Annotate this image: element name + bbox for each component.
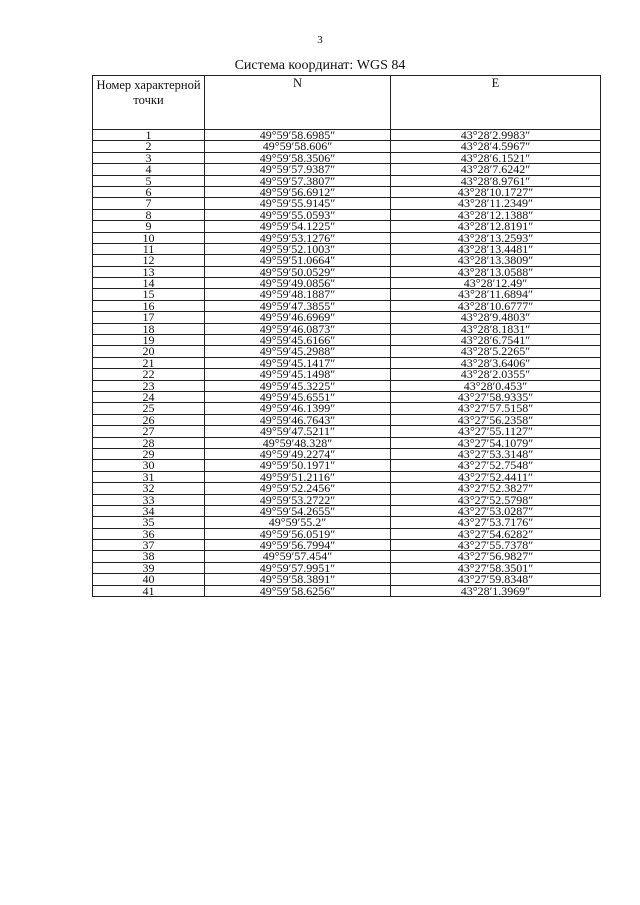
cell-e: 43°28′6.1521″ — [391, 152, 601, 163]
cell-point-number: 16 — [93, 300, 205, 311]
cell-n: 49°59′53.2722″ — [205, 494, 391, 505]
cell-e: 43°28′10.1727″ — [391, 186, 601, 197]
cell-n: 49°59′58.3506″ — [205, 152, 391, 163]
cell-e: 43°28′9.4803″ — [391, 312, 601, 323]
coordinate-system-title: Система координат: WGS 84 — [234, 58, 406, 73]
table-row — [93, 357, 601, 368]
table-row — [93, 323, 601, 334]
table-row — [93, 505, 601, 516]
cell-n: 49°59′57.3807″ — [205, 175, 391, 186]
page-number: 3 — [317, 34, 323, 46]
cell-point-number: 1 — [93, 130, 205, 141]
cell-n: 49°59′55.2″ — [205, 517, 391, 528]
cell-e: 43°27′58.9335″ — [391, 391, 601, 402]
cell-n: 49°59′45.2988″ — [205, 346, 391, 357]
cell-point-number: 35 — [93, 517, 205, 528]
cell-e: 43°28′13.2593″ — [391, 232, 601, 243]
cell-e: 43°27′56.9827″ — [391, 551, 601, 562]
cell-point-number: 20 — [93, 346, 205, 357]
cell-n: 49°59′46.1399″ — [205, 403, 391, 414]
table-row — [93, 448, 601, 459]
table-row — [93, 141, 601, 152]
cell-e: 43°28′10.6777″ — [391, 300, 601, 311]
cell-e: 43°28′6.7541″ — [391, 335, 601, 346]
cell-e: 43°27′52.4411″ — [391, 471, 601, 482]
cell-n: 49°59′48.328″ — [205, 437, 391, 448]
cell-point-number: 33 — [93, 494, 205, 505]
cell-n: 49°59′55.9145″ — [205, 198, 391, 209]
cell-point-number: 12 — [93, 255, 205, 266]
cell-point-number: 7 — [93, 198, 205, 209]
cell-e: 43°27′53.7176″ — [391, 517, 601, 528]
cell-point-number: 2 — [93, 141, 205, 152]
table-row — [93, 130, 601, 141]
table-row — [93, 517, 601, 528]
cell-point-number: 10 — [93, 232, 205, 243]
cell-e: 43°28′0.453″ — [391, 380, 601, 391]
cell-n: 49°59′55.0593″ — [205, 209, 391, 220]
coordinates-table — [92, 75, 601, 597]
table-row — [93, 426, 601, 437]
table-row — [93, 540, 601, 551]
cell-point-number: 19 — [93, 335, 205, 346]
cell-point-number: 25 — [93, 403, 205, 414]
cell-n: 49°59′45.3225″ — [205, 380, 391, 391]
cell-n: 49°59′52.2456″ — [205, 483, 391, 494]
table-row — [93, 585, 601, 596]
table-row — [93, 574, 601, 585]
cell-e: 43°28′13.3809″ — [391, 255, 601, 266]
cell-e: 43°28′7.6242″ — [391, 164, 601, 175]
cell-e: 43°27′55.7378″ — [391, 540, 601, 551]
cell-n: 49°59′57.454″ — [205, 551, 391, 562]
table-row — [93, 152, 601, 163]
cell-e: 43°28′12.8191″ — [391, 221, 601, 232]
cell-point-number: 18 — [93, 323, 205, 334]
cell-e: 43°27′54.6282″ — [391, 528, 601, 539]
cell-n: 49°59′50.0529″ — [205, 266, 391, 277]
cell-point-number: 4 — [93, 164, 205, 175]
cell-n: 49°59′51.2116″ — [205, 471, 391, 482]
table-row — [93, 278, 601, 289]
cell-point-number: 38 — [93, 551, 205, 562]
cell-n: 49°59′58.6256″ — [205, 585, 391, 596]
cell-e: 43°28′13.0588″ — [391, 266, 601, 277]
table-row — [93, 369, 601, 380]
table-row — [93, 494, 601, 505]
table-header-row — [93, 76, 601, 130]
cell-n: 49°59′56.6912″ — [205, 186, 391, 197]
cell-point-number: 11 — [93, 243, 205, 254]
cell-point-number: 3 — [93, 152, 205, 163]
cell-point-number: 15 — [93, 289, 205, 300]
cell-n: 49°59′49.2274″ — [205, 448, 391, 459]
cell-point-number: 13 — [93, 266, 205, 277]
table-row — [93, 335, 601, 346]
cell-n: 49°59′47.3855″ — [205, 300, 391, 311]
cell-e: 43°28′11.2349″ — [391, 198, 601, 209]
cell-point-number: 34 — [93, 505, 205, 516]
cell-n: 49°59′56.0519″ — [205, 528, 391, 539]
cell-n: 49°59′54.1225″ — [205, 221, 391, 232]
cell-n: 49°59′56.7994″ — [205, 540, 391, 551]
cell-point-number: 30 — [93, 460, 205, 471]
table-row — [93, 300, 601, 311]
cell-e: 43°27′59.8348″ — [391, 574, 601, 585]
cell-point-number: 21 — [93, 357, 205, 368]
table-row — [93, 198, 601, 209]
table-row — [93, 232, 601, 243]
cell-n: 49°59′58.606″ — [205, 141, 391, 152]
cell-n: 49°59′46.7643″ — [205, 414, 391, 425]
table-row — [93, 403, 601, 414]
cell-e: 43°28′5.2265″ — [391, 346, 601, 357]
table-row — [93, 209, 601, 220]
cell-e: 43°27′52.3827″ — [391, 483, 601, 494]
cell-n: 49°59′45.6166″ — [205, 335, 391, 346]
cell-e: 43°27′58.3501″ — [391, 562, 601, 573]
cell-point-number: 22 — [93, 369, 205, 380]
table-row — [93, 562, 601, 573]
cell-point-number: 5 — [93, 175, 205, 186]
cell-e: 43°27′56.2358″ — [391, 414, 601, 425]
cell-n: 49°59′58.6985″ — [205, 130, 391, 141]
table-row — [93, 483, 601, 494]
cell-n: 49°59′54.2655″ — [205, 505, 391, 516]
cell-e: 43°28′2.0355″ — [391, 369, 601, 380]
table-row — [93, 175, 601, 186]
cell-n: 49°59′49.0856″ — [205, 278, 391, 289]
cell-e: 43°28′12.1388″ — [391, 209, 601, 220]
table-row — [93, 243, 601, 254]
cell-point-number: 26 — [93, 414, 205, 425]
cell-point-number: 29 — [93, 448, 205, 459]
cell-n: 49°59′58.3891″ — [205, 574, 391, 585]
cell-point-number: 17 — [93, 312, 205, 323]
cell-e: 43°28′8.1831″ — [391, 323, 601, 334]
cell-n: 49°59′45.1498″ — [205, 369, 391, 380]
table-row — [93, 460, 601, 471]
cell-e: 43°27′53.0287″ — [391, 505, 601, 516]
cell-n: 49°59′57.9387″ — [205, 164, 391, 175]
cell-e: 43°27′52.5798″ — [391, 494, 601, 505]
cell-e: 43°28′2.9983″ — [391, 130, 601, 141]
cell-n: 49°59′45.1417″ — [205, 357, 391, 368]
cell-n: 49°59′47.5211″ — [205, 426, 391, 437]
cell-point-number: 23 — [93, 380, 205, 391]
table-row — [93, 437, 601, 448]
cell-e: 43°27′57.5158″ — [391, 403, 601, 414]
table-row — [93, 221, 601, 232]
cell-point-number: 36 — [93, 528, 205, 539]
cell-e: 43°28′12.49″ — [391, 278, 601, 289]
cell-point-number: 37 — [93, 540, 205, 551]
cell-point-number: 14 — [93, 278, 205, 289]
table-row — [93, 551, 601, 562]
cell-point-number: 39 — [93, 562, 205, 573]
cell-e: 43°28′11.6894″ — [391, 289, 601, 300]
cell-n: 49°59′50.1971″ — [205, 460, 391, 471]
table-row — [93, 414, 601, 425]
cell-point-number: 6 — [93, 186, 205, 197]
cell-e: 43°27′54.1079″ — [391, 437, 601, 448]
header-n: N — [205, 76, 391, 130]
header-point-number: Номер характерной точки — [93, 76, 205, 130]
cell-point-number: 32 — [93, 483, 205, 494]
cell-n: 49°59′52.1003″ — [205, 243, 391, 254]
cell-e: 43°27′55.1127″ — [391, 426, 601, 437]
cell-e: 43°28′8.9761″ — [391, 175, 601, 186]
table-row — [93, 289, 601, 300]
table-row — [93, 528, 601, 539]
cell-n: 49°59′57.9951″ — [205, 562, 391, 573]
cell-n: 49°59′51.0664″ — [205, 255, 391, 266]
cell-point-number: 40 — [93, 574, 205, 585]
table-row — [93, 164, 601, 175]
header-e: E — [391, 76, 601, 130]
table-row — [93, 346, 601, 357]
table-body — [93, 130, 601, 597]
cell-e: 43°27′53.3148″ — [391, 448, 601, 459]
cell-n: 49°59′46.0873″ — [205, 323, 391, 334]
cell-n: 49°59′48.1887″ — [205, 289, 391, 300]
cell-e: 43°28′3.6406″ — [391, 357, 601, 368]
cell-n: 49°59′46.6969″ — [205, 312, 391, 323]
cell-point-number: 24 — [93, 391, 205, 402]
cell-n: 49°59′53.1276″ — [205, 232, 391, 243]
cell-e: 43°28′4.5967″ — [391, 141, 601, 152]
table-row — [93, 255, 601, 266]
cell-e: 43°28′13.4481″ — [391, 243, 601, 254]
cell-point-number: 9 — [93, 221, 205, 232]
cell-point-number: 31 — [93, 471, 205, 482]
table-row — [93, 266, 601, 277]
cell-point-number: 41 — [93, 585, 205, 596]
cell-point-number: 8 — [93, 209, 205, 220]
table-row — [93, 312, 601, 323]
cell-point-number: 28 — [93, 437, 205, 448]
table-row — [93, 380, 601, 391]
cell-n: 49°59′45.6551″ — [205, 391, 391, 402]
table-row — [93, 186, 601, 197]
table-row — [93, 391, 601, 402]
cell-e: 43°27′52.7548″ — [391, 460, 601, 471]
cell-e: 43°28′1.3969″ — [391, 585, 601, 596]
table-row — [93, 471, 601, 482]
cell-point-number: 27 — [93, 426, 205, 437]
